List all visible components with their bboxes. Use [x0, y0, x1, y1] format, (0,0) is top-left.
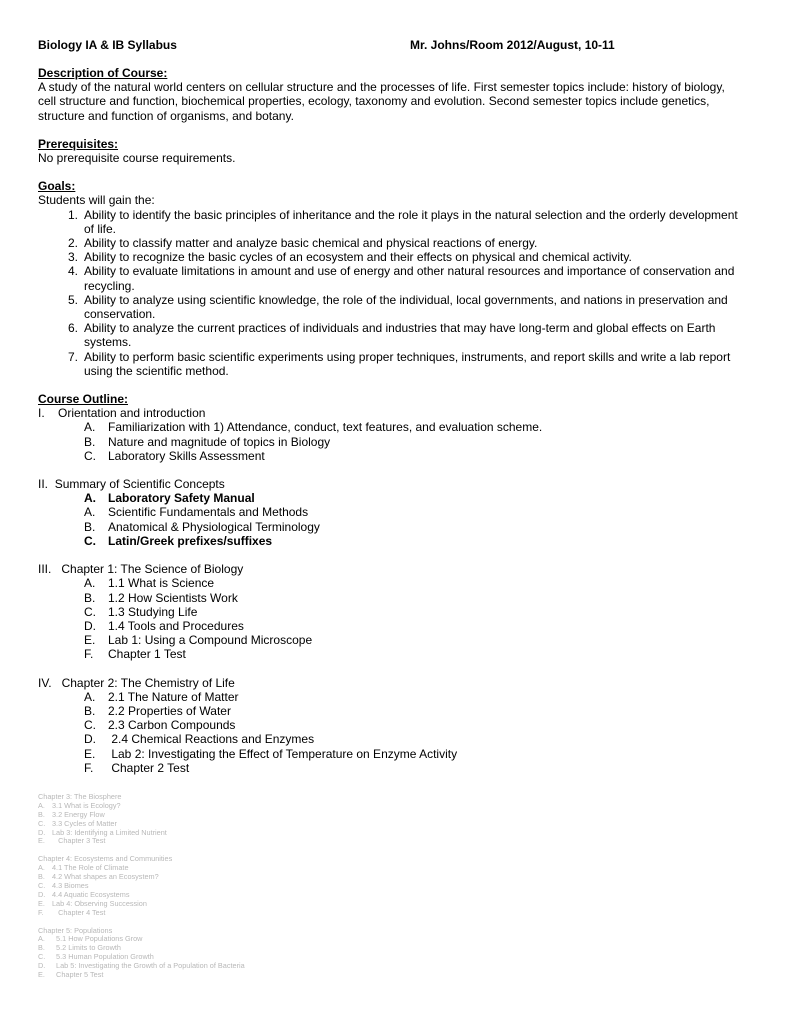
- goal-number-cell: [38, 208, 84, 236]
- goal-number-cell: [38, 350, 84, 378]
- goal-text-line: of life.: [84, 221, 117, 236]
- outline-item: [38, 619, 758, 633]
- outline-item-letter: A.: [84, 491, 96, 506]
- teacher-info: Mr. Johns/Room 2012/August, 10-11: [410, 38, 615, 52]
- outline-item-text: Familiarization with 1) Attendance, conduct, text features, and evaluation scheme.: [108, 420, 543, 435]
- goal-number: 6.: [68, 321, 79, 336]
- outline-item-letter: A.: [84, 576, 96, 591]
- outline-item: [38, 505, 758, 519]
- goal-text: [84, 236, 758, 250]
- outline-item: [38, 747, 758, 761]
- goal-number: 7.: [68, 349, 79, 364]
- outline-item: [38, 534, 758, 548]
- goal-text: [84, 250, 758, 264]
- goal-number-cell: [38, 293, 84, 321]
- outline-item-letter: E.: [84, 746, 96, 761]
- outline-item: [38, 761, 758, 775]
- outline-item: [38, 591, 758, 605]
- outline-item-text: Nature and magnitude of topics in Biology: [108, 434, 331, 449]
- outline-unit-title: Summary of Scientific Concepts: [54, 477, 225, 492]
- outline-item: [38, 647, 758, 661]
- goal-item: [38, 264, 758, 292]
- faded-item-letter: D.: [38, 827, 46, 837]
- goal-text-line: Ability to evaluate limitations in amount and use of energy and other natural resources and importance of conservation and: [84, 264, 735, 279]
- outline-unit-title: Chapter 2: The Chemistry of Life: [61, 675, 235, 690]
- outline-item-text: 1.1 What is Science: [108, 576, 215, 591]
- document-header: [38, 38, 758, 52]
- goal-text-line: Ability to identify the basic principles of inheritance and the role it plays in the natural selection and the orderly development: [84, 207, 738, 222]
- faded-item-text: 3.2 Energy Flow: [52, 809, 105, 819]
- faded-chapter-title: Chapter 3: The Biosphere: [38, 791, 122, 801]
- goal-text: [84, 208, 758, 236]
- goal-item: [38, 208, 758, 236]
- goal-text-line: Ability to analyze using scientific knowledge, the role of the individual, local governments, and nations in preservation and: [84, 292, 728, 307]
- outline-item: [38, 520, 758, 534]
- faded-item: [38, 935, 758, 944]
- outline-item-text: Laboratory Skills Assessment: [108, 448, 265, 463]
- outline-item-letter: F.: [84, 760, 94, 775]
- faded-item-letter: D.: [38, 961, 46, 971]
- faded-item-letter: C.: [38, 880, 46, 890]
- syllabus-page: [38, 38, 758, 989]
- faded-item-letter: B.: [38, 943, 45, 953]
- outline-item: [38, 576, 758, 590]
- outline-item: [38, 732, 758, 746]
- goal-text-line: using the scientific method.: [84, 363, 229, 378]
- outline-item-text: Lab 1: Using a Compound Microscope: [108, 633, 313, 648]
- outline-item: [38, 449, 758, 463]
- faded-item: [38, 971, 758, 980]
- outline-item-letter: B.: [84, 703, 96, 718]
- description-line: A study of the natural world centers on cellular structure and the processes of life. First semester topics include: history of biology,: [38, 80, 725, 95]
- faded-item-letter: A.: [38, 800, 45, 810]
- outline-item-text: Scientific Fundamentals and Methods: [108, 505, 309, 520]
- course-title: Biology IA & IB Syllabus: [38, 38, 177, 52]
- faded-item-text: 4.2 What shapes an Ecosystem?: [52, 872, 159, 882]
- outline-item-letter: D.: [84, 732, 96, 747]
- faded-item-text: 5.2 Limits to Growth: [52, 943, 121, 953]
- outline-roman-numeral: IV.: [38, 675, 52, 690]
- goal-number-cell: [38, 236, 84, 250]
- outline-roman-numeral: II.: [38, 477, 49, 492]
- goal-text-line: conservation.: [84, 307, 156, 322]
- outline-unit-title: Orientation and introduction: [58, 406, 206, 421]
- goal-text: [84, 293, 758, 321]
- outline-item-text: 2.1 The Nature of Matter: [108, 689, 239, 704]
- goal-text-line: Ability to perform basic scientific experiments using proper techniques, instruments, and report skills and write a lab report: [84, 349, 731, 364]
- outline-item-letter: B.: [84, 519, 96, 534]
- outline-roman-numeral: I.: [38, 406, 45, 421]
- faded-chapter-title: Chapter 5: Populations: [38, 925, 113, 935]
- outline-item-letter: E.: [84, 633, 96, 648]
- outline-unit-title: Chapter 1: The Science of Biology: [61, 562, 244, 577]
- description-line: structure and function of organisms, and botany.: [38, 108, 294, 123]
- outline-heading-gap: [51, 562, 61, 576]
- goals-list: [38, 208, 758, 378]
- outline-roman-numeral: III.: [38, 562, 52, 577]
- faded-item-letter: E.: [38, 898, 45, 908]
- goal-item: [38, 250, 758, 264]
- goal-text: [84, 321, 758, 349]
- outline-item-text: 1.4 Tools and Procedures: [108, 618, 244, 633]
- faded-item-text: 4.3 Biomes: [52, 880, 89, 890]
- outline-item-letter: C.: [84, 448, 96, 463]
- goal-number-cell: [38, 321, 84, 349]
- description-heading: Description of Course:: [38, 66, 168, 80]
- outline-item-text: 1.2 How Scientists Work: [108, 590, 238, 605]
- outline-item: [38, 491, 758, 505]
- faded-item-text: 5.1 How Populations Grow: [52, 934, 143, 944]
- faded-outline: [38, 793, 758, 980]
- outline-item-text: 1.3 Studying Life: [108, 604, 198, 619]
- goal-text: [84, 264, 758, 292]
- outline-unit: [38, 562, 758, 661]
- faded-item-letter: B.: [38, 872, 45, 882]
- faded-item-letter: B.: [38, 809, 45, 819]
- goal-number-cell: [38, 264, 84, 292]
- faded-item-letter: E.: [38, 970, 45, 980]
- prerequisites-text: No prerequisite course requirements.: [38, 151, 236, 166]
- faded-item-letter: A.: [38, 863, 45, 873]
- faded-chapter: [38, 793, 758, 846]
- faded-item-text: Lab 5: Investigating the Growth of a Population of Bacteria: [52, 961, 245, 971]
- goal-text-line: Ability to classify matter and analyze basic chemical and physical reactions of energy.: [84, 236, 538, 251]
- faded-item-text: Chapter 5 Test: [52, 970, 104, 980]
- outline-item-letter: A.: [84, 689, 96, 704]
- outline-item-text: Chapter 2 Test: [108, 760, 190, 775]
- outline-item-text: Lab 2: Investigating the Effect of Temperature on Enzyme Activity: [108, 746, 458, 761]
- outline-section: [38, 392, 758, 775]
- goal-text-line: Ability to analyze the current practices of individuals and industries that may have long-term and global effects on Earth: [84, 321, 716, 336]
- description-section: [38, 66, 758, 123]
- outline-item-text: Latin/Greek prefixes/suffixes: [108, 533, 273, 548]
- faded-chapter: [38, 855, 758, 917]
- outline-unit-heading: [38, 676, 758, 690]
- outline-heading: Course Outline:: [38, 392, 129, 407]
- outline-heading-gap: [48, 477, 55, 491]
- outline-item: [38, 704, 758, 718]
- faded-item-text: Chapter 3 Test: [52, 836, 106, 846]
- goal-number: 5.: [68, 292, 79, 307]
- goal-item: [38, 321, 758, 349]
- faded-item-letter: C.: [38, 952, 46, 962]
- goal-item: [38, 236, 758, 250]
- goal-text-line: systems.: [84, 335, 132, 350]
- goal-number: 4.: [68, 264, 79, 279]
- goal-text-line: Ability to recognize the basic cycles of an ecosystem and their effects on physical and chemical activity.: [84, 250, 632, 265]
- goals-section: [38, 179, 758, 378]
- faded-item-text: 4.1 The Role of Climate: [52, 863, 129, 873]
- prerequisites-heading: Prerequisites:: [38, 136, 119, 151]
- faded-item-text: 3.1 What is Ecology?: [52, 800, 121, 810]
- faded-item: [38, 802, 758, 811]
- faded-item: [38, 837, 758, 846]
- outline-item: [38, 633, 758, 647]
- faded-item: [38, 829, 758, 838]
- outline-item-text: 2.2 Properties of Water: [108, 703, 231, 718]
- outline-item-text: Anatomical & Physiological Terminology: [108, 519, 320, 534]
- outline-item-letter: F.: [84, 647, 94, 662]
- outline-item-letter: C.: [84, 533, 96, 548]
- outline-item: [38, 718, 758, 732]
- outline-item-letter: C.: [84, 604, 96, 619]
- outline-heading-gap: [52, 676, 62, 690]
- prerequisites-section: [38, 137, 758, 165]
- outline-item-letter: A.: [84, 505, 96, 520]
- outline-unit: [38, 477, 758, 548]
- description-line: cell structure and function, biochemical properties, ecology, taxonomy and evolution. Second semester topics include genetics,: [38, 94, 710, 109]
- faded-chapter-title: Chapter 4: Ecosystems and Communities: [38, 854, 173, 864]
- goal-item: [38, 293, 758, 321]
- outline-item-letter: D.: [84, 618, 96, 633]
- faded-item: [38, 909, 758, 918]
- outline-item-text: Chapter 1 Test: [108, 647, 186, 662]
- outline-item-text: Laboratory Safety Manual: [108, 491, 255, 506]
- outline-item-text: 2.4 Chemical Reactions and Enzymes: [108, 732, 315, 747]
- faded-item-text: Chapter 4 Test: [52, 907, 106, 917]
- faded-item-letter: D.: [38, 889, 46, 899]
- goal-text-line: recycling.: [84, 278, 135, 293]
- outline-unit: [38, 676, 758, 775]
- outline-unit-heading: [38, 406, 758, 420]
- goal-number-cell: [38, 250, 84, 264]
- faded-item: [38, 811, 758, 820]
- outline-unit: [38, 406, 758, 463]
- outline-units: [38, 406, 758, 775]
- goal-number: 2.: [68, 236, 79, 251]
- faded-item-text: 4.4 Aquatic Ecosystems: [52, 889, 130, 899]
- outline-item: [38, 690, 758, 704]
- faded-item: [38, 882, 758, 891]
- goals-intro: Students will gain the:: [38, 193, 155, 208]
- outline-unit-heading: [38, 562, 758, 576]
- outline-item-letter: B.: [84, 434, 96, 449]
- goal-text: [84, 350, 758, 378]
- faded-item: [38, 900, 758, 909]
- faded-item: [38, 962, 758, 971]
- goal-item: [38, 350, 758, 378]
- goal-number: 1.: [68, 207, 79, 222]
- goals-heading: Goals:: [38, 179, 76, 194]
- faded-item-text: 5.3 Human Population Growth: [52, 952, 154, 962]
- outline-item: [38, 435, 758, 449]
- outline-heading-gap: [45, 406, 58, 420]
- outline-item: [38, 420, 758, 434]
- faded-chapter: [38, 927, 758, 980]
- faded-item-letter: E.: [38, 836, 45, 846]
- outline-item-letter: A.: [84, 420, 96, 435]
- outline-item-letter: C.: [84, 718, 96, 733]
- outline-item-text: 2.3 Carbon Compounds: [108, 718, 236, 733]
- faded-item-letter: A.: [38, 934, 45, 944]
- goal-number: 3.: [68, 250, 79, 265]
- faded-item: [38, 873, 758, 882]
- outline-unit-heading: [38, 477, 758, 491]
- faded-item-letter: C.: [38, 818, 46, 828]
- faded-item-text: Lab 3: Identifying a Limited Nutrient: [52, 827, 167, 837]
- faded-item-text: Lab 4: Observing Succession: [52, 898, 147, 908]
- outline-item: [38, 605, 758, 619]
- outline-item-letter: B.: [84, 590, 96, 605]
- faded-item-text: 3.3 Cycles of Matter: [52, 818, 117, 828]
- faded-item-letter: F.: [38, 907, 44, 917]
